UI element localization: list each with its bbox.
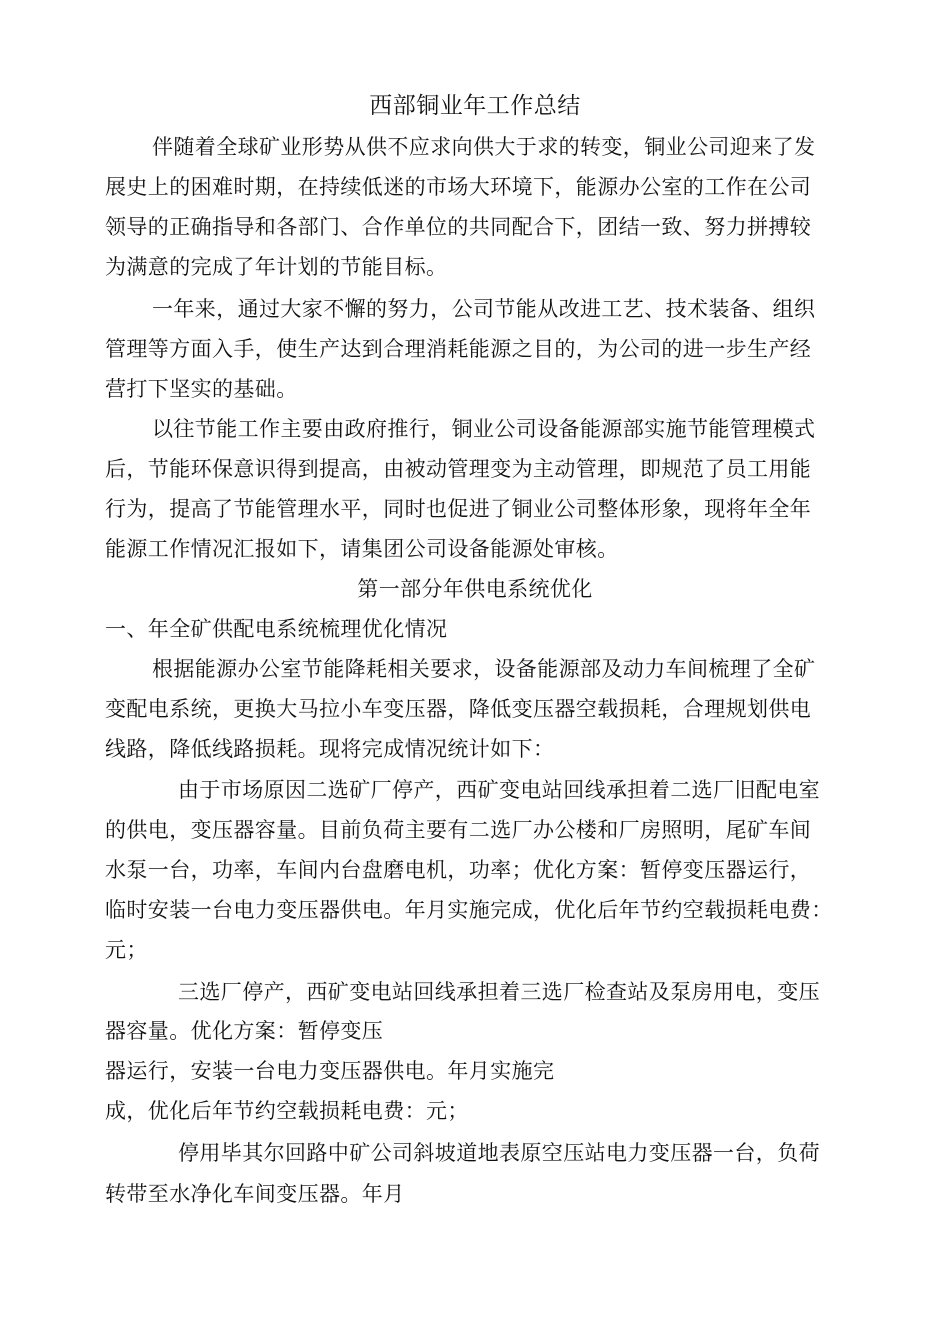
paragraph-2-line-2: 管理等方面入手，使生产达到合理消耗能源之目的，为公司的进一步生产经 [105,337,812,361]
paragraph-3-line-1: 以往节能工作主要由政府推行，铜业公司设备能源部实施节能管理模式 [152,417,816,441]
paragraph-5-line-3: 水泵一台，功率，车间内台盘磨电机，功率；优化方案：暂停变压器运行， [105,858,812,882]
section-title: 第一部分年供电系统优化 [357,577,593,601]
paragraph-3-line-2: 后，节能环保意识得到提高，由被动管理变为主动管理，即规范了员工用能 [105,457,812,481]
paragraph-6-line-2: 器容量。优化方案：暂停变压 [105,1019,384,1043]
paragraph-4-line-2: 变配电系统，更换大马拉小车变压器，降低变压器空载损耗，合理规划供电 [105,697,812,721]
paragraph-1-line-3: 领导的正确指导和各部门、合作单位的共同配合下，团结一致、努力拼搏较 [105,215,812,239]
paragraph-6-line-4: 成，优化后年节约空载损耗电费：元； [105,1099,469,1123]
document-title: 西部铜业年工作总结 [369,93,581,119]
paragraph-5-line-4: 临时安装一台电力变压器供电。年月实施完成，优化后年节约空载损耗电费： [105,898,833,922]
paragraph-3-line-3: 行为，提高了节能管理水平，同时也促进了铜业公司整体形象，现将年全年 [105,497,812,521]
paragraph-3-line-4: 能源工作情况汇报如下，请集团公司设备能源处审核。 [105,537,619,561]
paragraph-2-line-3: 营打下坚实的基础。 [105,377,298,401]
paragraph-1-line-4: 为满意的完成了年计划的节能目标。 [105,255,448,279]
paragraph-4-line-1: 根据能源办公室节能降耗相关要求，设备能源部及动力车间梳理了全矿 [152,657,816,681]
paragraph-1-line-2: 展史上的困难时期，在持续低迷的市场大环境下，能源办公室的工作在公司 [105,175,812,199]
paragraph-7-line-1: 停用毕其尔回路中矿公司斜坡道地表原空压站电力变压器一台，负荷 [178,1141,820,1165]
paragraph-6-line-3: 器运行，安装一台电力变压器供电。年月实施完 [105,1059,555,1083]
paragraph-2-line-1: 一年来，通过大家不懈的努力，公司节能从改进工艺、技术装备、组织 [152,297,816,321]
paragraph-7-line-2: 转带至水净化车间变压器。年月 [105,1182,405,1206]
paragraph-4-line-3: 线路，降低线路损耗。现将完成情况统计如下： [105,737,555,761]
paragraph-1-line-1: 伴随着全球矿业形势从供不应求向供大于求的转变，铜业公司迎来了发 [152,135,816,159]
paragraph-5-line-5: 元； [105,938,148,962]
subsection-title: 一、年全矿供配电系统梳理优化情况 [105,617,448,641]
paragraph-5-line-2: 的供电，变压器容量。目前负荷主要有二选厂办公楼和厂房照明，尾矿车间 [105,818,812,842]
paragraph-5-line-1: 由于市场原因二选矿厂停产，西矿变电站回线承担着二选厂旧配电室 [178,778,820,802]
paragraph-6-line-1: 三选厂停产，西矿变电站回线承担着三选厂检查站及泵房用电，变压 [178,980,820,1004]
